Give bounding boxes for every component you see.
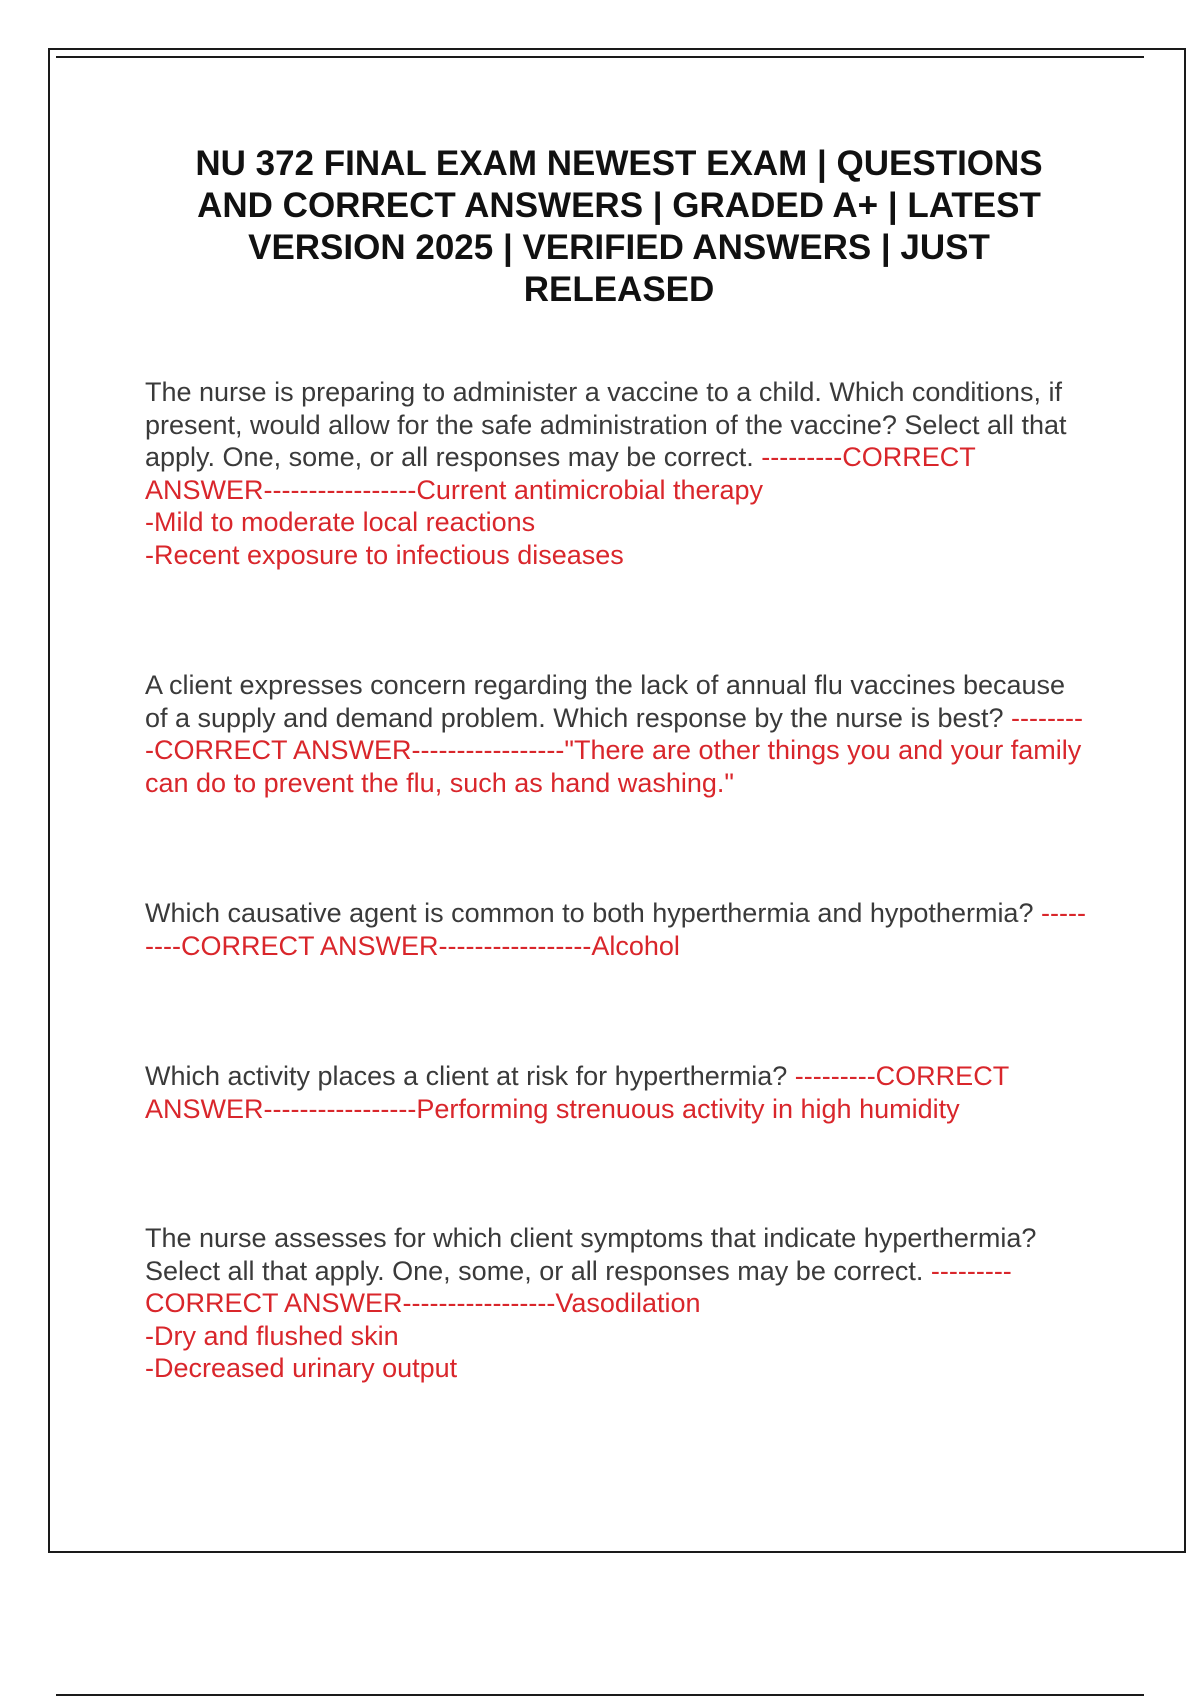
- question-text: A client expresses concern regarding the lack of annual flu vaccines because of a supply and demand problem. Which response by the nurse is best?: [145, 670, 1066, 733]
- question-block: [145, 897, 1090, 962]
- answer-marker: ---------CORRECT ANSWER-----------------: [145, 442, 976, 505]
- question-text: Which causative agent is common to both hyperthermia and hypothermia?: [145, 898, 1034, 928]
- answer-text: Performing strenuous activity in high humidity: [416, 1093, 960, 1124]
- answer-text: Current antimicrobial therapy: [416, 474, 764, 505]
- answer-extra: -Decreased urinary output: [145, 1353, 458, 1383]
- question-text: Which activity places a client at risk for hyperthermia?: [145, 1061, 788, 1091]
- question-text: The nurse is preparing to administer a vaccine to a child. Which conditions, if present, would allow for the safe administration of the vaccine? Select all that apply. One, some, or all responses may be correct.: [145, 377, 1067, 472]
- answer-extra: -Recent exposure to infectious diseases: [145, 539, 624, 570]
- answer-marker: ---------CORRECT ANSWER-----------------: [145, 1061, 1009, 1124]
- question-text: The nurse assesses for which client symptoms that indicate hyperthermia? Select all that apply. One, some, or all responses may be correct.: [145, 1223, 1037, 1286]
- document-title: NU 372 FINAL EXAM NEWEST EXAM | QUESTIONS AND CORRECT ANSWERS | GRADED A+ | LATEST VERSION 2025 | VERIFIED ANSWERS | JUST RELEASED: [195, 144, 1043, 309]
- question-block: [145, 1222, 1090, 1385]
- answer-marker: ---------CORRECT ANSWER-----------------: [145, 898, 1086, 961]
- answer-text: Alcohol: [591, 930, 680, 961]
- question-block: [145, 376, 1090, 571]
- bottom-rule: [56, 1694, 1144, 1696]
- answer-extra: -Dry and flushed skin: [145, 1320, 399, 1351]
- answer-text: "There are other things you and your family can do to prevent the flu, such as hand washing.": [145, 735, 1082, 798]
- answer-extra: -Mild to moderate local reactions: [145, 507, 536, 537]
- question-block: [145, 1060, 1090, 1125]
- answer-text: Vasodilation: [555, 1288, 701, 1318]
- answer-marker: ---------CORRECT ANSWER-----------------: [145, 702, 1083, 765]
- answer-marker: ---------CORRECT ANSWER-----------------: [145, 1255, 1012, 1318]
- question-block: [145, 669, 1090, 799]
